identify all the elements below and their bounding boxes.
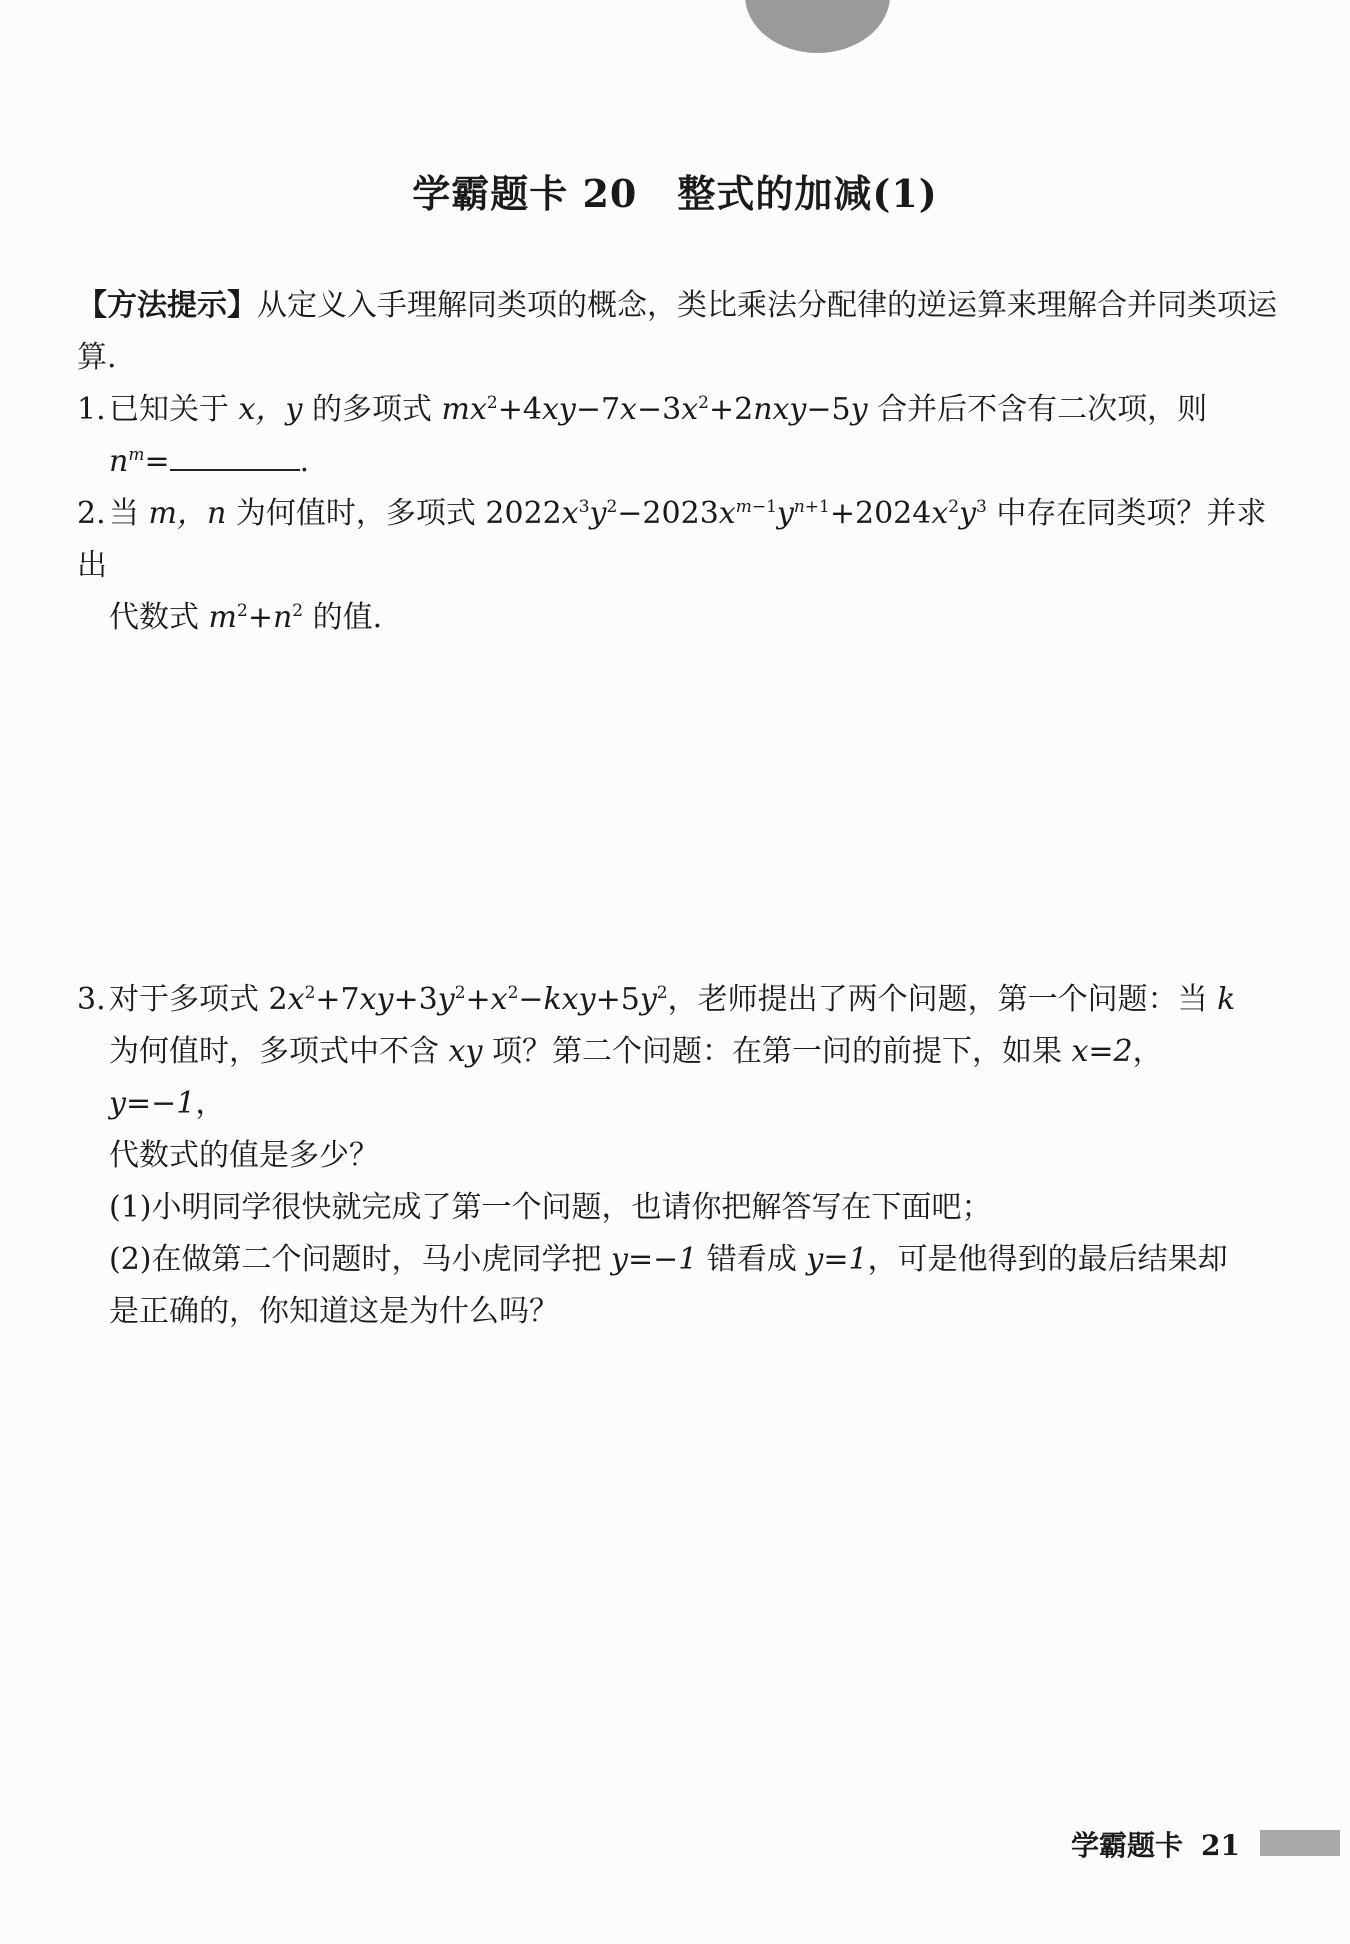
question-3-sub2-line2: 是正确的，你知道这是为什么吗？ bbox=[109, 1294, 559, 1329]
q3-text: 项？第二个问题：在第一问的前提下，如果 bbox=[482, 1034, 1072, 1069]
top-tab-decoration bbox=[745, 0, 890, 53]
q2-text: 为何值时，多项式 bbox=[226, 496, 486, 531]
q2-polynomial: $2022x^3y^2-2023x^{m-1}y^{n+1}+2024x^2y^3$ bbox=[485, 496, 987, 531]
q2-text: 中存在同类项？并求出 bbox=[77, 496, 1267, 583]
worksheet-content bbox=[77, 280, 1277, 1338]
q2-text: 的值. bbox=[303, 600, 383, 635]
q1-expression: $n^m=$ bbox=[109, 444, 170, 479]
hint-text: 从定义入手理解同类项的概念，类比乘法分配律的逆运算来理解合并同类项运算. bbox=[77, 288, 1277, 375]
page-footer bbox=[1071, 1824, 1240, 1864]
q3-sub2-text: 错看成 bbox=[697, 1242, 807, 1277]
q3-sub2-y1: y=−1 bbox=[611, 1242, 698, 1277]
question-number: 3. bbox=[77, 982, 106, 1017]
q3-xy: xy bbox=[448, 1034, 483, 1069]
question-3-line2 bbox=[77, 1026, 1277, 1130]
question-2 bbox=[77, 488, 1277, 592]
q1-text: 合并后不含有二次项，则 bbox=[867, 392, 1208, 427]
question-2-line2 bbox=[77, 592, 1277, 644]
q3-text: 为何值时，多项式中不含 bbox=[109, 1034, 449, 1069]
question-3-sub1: (1)小明同学很快就完成了第一个问题，也请你把解答写在下面吧； bbox=[109, 1190, 992, 1225]
q1-vars: x，y bbox=[238, 392, 303, 427]
answer-blank[interactable] bbox=[170, 445, 300, 471]
page-number: 21 bbox=[1201, 1829, 1240, 1862]
q3-text: ，老师提出了两个问题，第一个问题：当 bbox=[667, 982, 1218, 1017]
q1-text: 已知关于 bbox=[109, 392, 239, 427]
q3-condition-x: x=2 bbox=[1071, 1034, 1133, 1069]
question-number: 1. bbox=[77, 392, 106, 427]
hint-label: 【方法提示】 bbox=[77, 288, 257, 323]
q2-text: 代数式 bbox=[109, 600, 209, 635]
question-number: 2. bbox=[77, 496, 106, 531]
title-topic: 整式的加减(1) bbox=[677, 171, 938, 217]
question-3-sub2 bbox=[77, 1234, 1277, 1286]
q3-text: 对于多项式 bbox=[109, 982, 269, 1017]
q3-condition-y: y=−1 bbox=[109, 1086, 196, 1121]
q3-sub2-text: ，可是他得到的最后结果却 bbox=[867, 1242, 1228, 1277]
q2-vars: m，n bbox=[148, 496, 227, 531]
q1-polynomial: $mx^2+4xy-7x-3x^2+2nxy-5y$ bbox=[441, 392, 868, 427]
question-1-answer-line bbox=[77, 436, 1277, 488]
q3-comma: ， bbox=[1132, 1034, 1163, 1069]
q3-sub2-text: (2)在做第二个问题时，马小虎同学把 bbox=[109, 1242, 612, 1277]
page-title bbox=[0, 163, 1350, 218]
question-3-line3: 代数式的值是多少？ bbox=[109, 1138, 379, 1173]
q3-comma: ， bbox=[195, 1086, 226, 1121]
question-3 bbox=[77, 974, 1277, 1026]
q3-sub2-y2: y=1 bbox=[806, 1242, 868, 1277]
q1-period: . bbox=[299, 444, 310, 479]
method-hint bbox=[77, 280, 1277, 384]
footer-label: 学霸题卡 bbox=[1071, 1829, 1184, 1862]
footer-tab-decoration bbox=[1260, 1830, 1340, 1856]
q1-text: 的多项式 bbox=[302, 392, 442, 427]
q2-expression: $m^2+n^2$ bbox=[208, 600, 304, 635]
q3-polynomial: $2x^2+7xy+3y^2+x^2-kxy+5y^2$ bbox=[268, 982, 668, 1017]
title-prefix: 学霸题卡 20 bbox=[412, 171, 638, 217]
q3-var-k: k bbox=[1217, 982, 1236, 1017]
q2-text: 当 bbox=[109, 496, 149, 531]
question-1 bbox=[77, 384, 1277, 436]
